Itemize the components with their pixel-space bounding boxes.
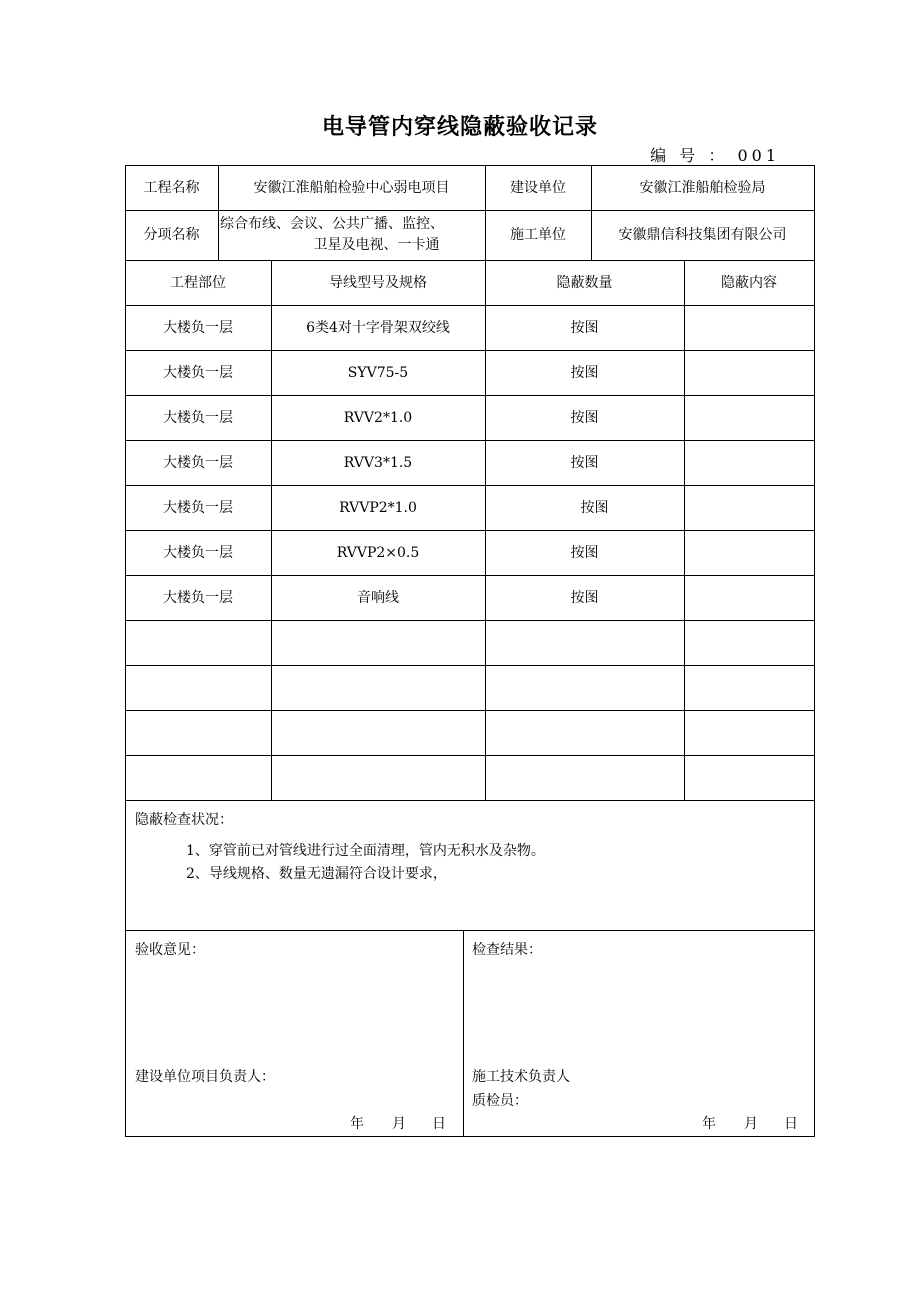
inspection-item-1: 1、穿管前已对管线进行过全面清理，管内无积水及杂物。 — [186, 843, 545, 859]
result-date-year: 年 — [702, 1116, 716, 1132]
acceptance-date-day: 日 — [432, 1116, 446, 1132]
table-border-right — [814, 165, 815, 1136]
table-cell-wire-spec: RVV2*1.0 — [343, 409, 413, 426]
table-cell-quantity: 按图 — [570, 454, 599, 471]
table-cell-location: 大楼负一层 — [163, 589, 233, 606]
document-title: 电导管内穿线隐蔽验收记录 — [321, 115, 598, 140]
number-value: 001 — [737, 146, 780, 165]
table-cell-wire-spec: SYV75-5 — [347, 364, 409, 381]
table-cell-location: 大楼负一层 — [163, 409, 233, 426]
table-line — [125, 620, 815, 621]
table-line — [463, 930, 464, 1136]
column-header-quantity: 隐蔽数量 — [556, 274, 613, 291]
table-cell-quantity: 按图 — [570, 544, 599, 561]
table-cell-wire-spec: RVV3*1.5 — [343, 454, 413, 471]
document-number — [650, 143, 780, 166]
inspection-label: 隐蔽检查状况： — [135, 812, 233, 828]
sub-item-label: 分项名称 — [143, 227, 200, 243]
table-cell-wire-spec: 6类4对十字骨架双绞线 — [306, 319, 450, 336]
project-name-label: 工程名称 — [143, 179, 200, 196]
result-label: 检查结果： — [472, 942, 542, 958]
sub-item-value-line1: 综合布线、会议、公共广播、监控、 — [220, 216, 444, 232]
table-border-bottom — [125, 1136, 815, 1137]
table-cell-location: 大楼负一层 — [163, 364, 233, 381]
acceptance-date-year: 年 — [350, 1116, 364, 1132]
result-date-day: 日 — [784, 1116, 798, 1132]
table-cell-quantity: 按图 — [580, 499, 609, 516]
table-cell-location: 大楼负一层 — [163, 319, 233, 336]
contractor-value: 安徽鼎信科技集团有限公司 — [618, 227, 787, 243]
acceptance-date-month: 月 — [392, 1116, 406, 1132]
contractor-label: 施工单位 — [510, 227, 566, 243]
table-cell-wire-spec: RVVP2*1.0 — [339, 499, 417, 516]
inspection-item-2: 2、导线规格、数量无遗漏符合设计要求， — [186, 866, 447, 882]
table-line — [125, 800, 815, 801]
table-cell-quantity: 按图 — [570, 409, 599, 426]
table-cell-quantity: 按图 — [570, 364, 599, 381]
project-name-value: 安徽江淮船舶检验中心弱电项目 — [253, 179, 450, 196]
table-line — [125, 665, 815, 666]
table-cell-quantity: 按图 — [570, 589, 599, 606]
tech-leader-label: 施工技术负责人 — [472, 1069, 570, 1085]
column-header-wire-spec: 导线型号及规格 — [329, 274, 427, 291]
sub-item-value — [218, 210, 485, 260]
sub-item-value-line2: 卫星及电视、一卡通 — [313, 237, 440, 253]
table-cell-wire-spec: 音响线 — [357, 589, 399, 606]
table-line — [684, 260, 685, 800]
column-header-content: 隐蔽内容 — [721, 274, 777, 291]
table-cell-location: 大楼负一层 — [163, 499, 233, 516]
table-cell-location: 大楼负一层 — [163, 454, 233, 471]
builder-label: 建设单位 — [510, 179, 566, 196]
acceptance-opinion-label: 验收意见： — [135, 942, 205, 958]
number-label: 编 号 ： — [650, 146, 729, 165]
result-date-month: 月 — [744, 1116, 758, 1132]
table-cell-quantity: 按图 — [570, 319, 599, 336]
table-line — [125, 930, 815, 931]
column-header-location: 工程部位 — [170, 274, 226, 291]
builder-value: 安徽江淮船舶检验局 — [639, 179, 766, 196]
table-line — [125, 755, 815, 756]
table-cell-wire-spec: RVVP2×0.5 — [336, 544, 420, 561]
table-cell-location: 大楼负一层 — [163, 544, 233, 561]
builder-leader-label: 建设单位项目负责人： — [135, 1069, 275, 1085]
table-line — [125, 710, 815, 711]
qc-label: 质检员： — [472, 1093, 528, 1109]
